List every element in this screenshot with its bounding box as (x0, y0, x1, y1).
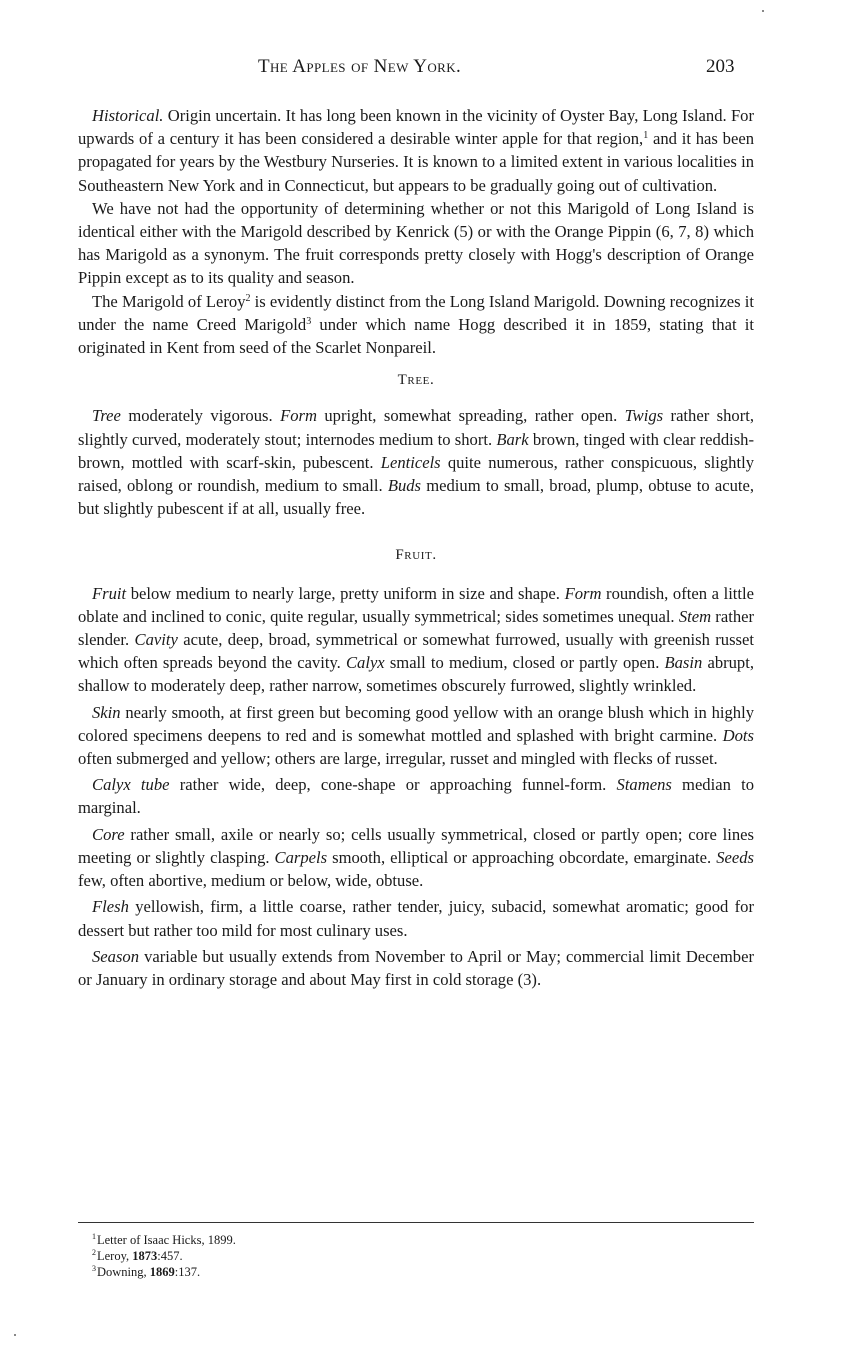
scan-speck (762, 10, 764, 12)
footnote-page: :137. (174, 1265, 201, 1279)
footnotes (92, 1232, 236, 1280)
desc: moderately vigorous. (120, 406, 281, 426)
term: Twigs (624, 406, 664, 426)
core-paragraph (78, 823, 754, 893)
desc: yellowish, firm, a little coarse, rather tender, juicy, subacid, somewhat aromatic; good for dessert but rather too mild for most culinary uses. (78, 897, 754, 940)
term: Skin (92, 702, 121, 722)
desc: rather short, slightly curved, moderately stout; internodes medium to short. (78, 406, 755, 449)
tree-heading: Tree. (397, 372, 435, 389)
desc: rather small, axile or nearly so; cells usually symmetrical, closed or partly open; core lines meeting or slightly clasping. (78, 824, 754, 867)
desc: variable but usually extends from November to April or May; commercial limit December or January in ordinary storage and about May first in cold storage (3). (78, 946, 754, 989)
term: Stamens (616, 775, 672, 795)
fruit-paragraph (78, 582, 754, 698)
footnote-mark: 3 (92, 1264, 96, 1273)
desc: nearly smooth, at first green but becoming good yellow with an orange blush which in highly colored specimens deepens to red and is somewhat mottled and splashed with bright carmine. (78, 702, 754, 745)
term: Tree (92, 406, 121, 426)
term: Calyx tube (92, 775, 170, 795)
footnote-year: 1873 (132, 1249, 158, 1263)
term: Calyx (345, 653, 385, 673)
desc: below medium to nearly large, pretty uniform in size and shape. (126, 583, 565, 603)
identity-paragraph: We have not had the opportunity of determining whether or not this Marigold of Long Island is identical either with the Marigold described by Kenrick (5) or with the Orange Pippin (6, 7, 8) which has Marigold as a synonym. The fruit corresponds pretty closely with Hogg's description of Orange Pippin except as to its quality and season. (78, 198, 754, 288)
historical-text-cont: and it has been propagated for years by the Westbury Nurseries. It is known to a limited extent in various localities in Southeastern New York and in Connecticut, but appears to be gradually going out of cultivation. (78, 129, 754, 195)
desc: quite numerous, rather conspicuous, slightly raised, oblong or roundish, medium to small. (78, 452, 754, 496)
page-body (78, 104, 754, 991)
term: Form (564, 583, 602, 603)
desc: rather wide, deep, cone-shape or approaching funnel-form. (169, 775, 617, 795)
term: Carpels (274, 847, 328, 867)
desc: small to medium, closed or partly open. (384, 653, 665, 673)
scan-speck (14, 1334, 16, 1336)
footnote-ref-1: 1 (643, 130, 649, 142)
footnote-ref-2: 2 (245, 292, 251, 304)
fruit-heading: Fruit. (395, 547, 437, 564)
desc: few, often abortive, medium or below, wide, obtuse. (78, 871, 424, 891)
desc: brown, tinged with clear reddish-brown, mottled with scarf-skin, pubescent. (78, 429, 755, 472)
leroy-text-end: under which name Hogg described it in 1859, stating that it originated in Kent from seed of the Scarlet Nonpareil. (78, 314, 755, 358)
historical-text: Origin uncertain. It has long been known in the vicinity of Oyster Bay, Long Island. For upwards of a century it has been considered a desirable winter apple for that region, (78, 106, 754, 149)
term: Bark (496, 429, 529, 449)
footnote-mark: 1 (92, 1232, 96, 1241)
footnote-2 (92, 1248, 236, 1264)
footnote-mark: 2 (92, 1248, 96, 1257)
term: Season (92, 946, 140, 966)
footnote-text: Downing, (97, 1265, 150, 1279)
footnote-year: 1869 (149, 1265, 175, 1279)
term: Cavity (134, 630, 178, 650)
leroy-paragraph (78, 290, 754, 360)
term: Dots (722, 725, 754, 745)
footnote-ref-3: 3 (306, 315, 312, 327)
term: Form (280, 406, 317, 426)
historical-lead: Historical. (92, 106, 164, 125)
leroy-text: The Marigold of Leroy (92, 291, 246, 311)
term: Seeds (716, 847, 754, 867)
term: Basin (664, 653, 703, 673)
term: Fruit (92, 583, 127, 603)
desc: abrupt, shallow to moderately deep, rather narrow, sometimes obscurely furrowed, slightly wrinkled. (78, 653, 754, 696)
running-title: The Apples of New York. (258, 56, 462, 77)
term: Stem (678, 606, 712, 626)
tree-paragraph (78, 404, 754, 520)
term: Buds (387, 476, 422, 496)
desc: roundish, often a little oblate and inclined to conic, quite regular, usually symmetrical; sides sometimes unequal. (78, 583, 754, 626)
footnote-page: :457. (157, 1249, 183, 1263)
page-header (0, 56, 850, 86)
desc: often submerged and yellow; others are large, irregular, russet and mingled with flecks of russet. (78, 749, 718, 769)
desc: acute, deep, broad, symmetrical or somewhat furrowed, usually with greenish russet which often spreads beyond the cavity. (78, 630, 754, 673)
page-number: 203 (706, 56, 735, 77)
desc: upright, somewhat spreading, rather open. (316, 406, 625, 426)
term: Core (92, 824, 125, 844)
desc: smooth, elliptical or approaching obcordate, emarginate. (327, 847, 717, 867)
season-paragraph (78, 945, 754, 991)
historical-paragraph (78, 104, 754, 197)
desc: rather slender. (78, 606, 755, 650)
footnote-text: Letter of Isaac Hicks, 1899. (97, 1233, 236, 1247)
term: Lenticels (380, 452, 441, 472)
footnote-1 (92, 1232, 236, 1248)
skin-paragraph (78, 701, 754, 771)
leroy-text-cont: is evidently distinct from the Long Island Marigold. Downing recognizes it under the name Creed Marigold (78, 291, 754, 334)
footnote-text: Leroy, (97, 1249, 133, 1263)
desc: median to marginal. (78, 775, 754, 818)
calyx-tube-paragraph (78, 773, 754, 819)
term: Flesh (92, 897, 129, 917)
flesh-paragraph (78, 895, 754, 941)
desc: medium to small, broad, plump, obtuse to acute, but slightly pubescent if at all, usually free. (78, 476, 755, 519)
footnote-3 (92, 1264, 236, 1280)
footnote-rule (78, 1222, 754, 1223)
